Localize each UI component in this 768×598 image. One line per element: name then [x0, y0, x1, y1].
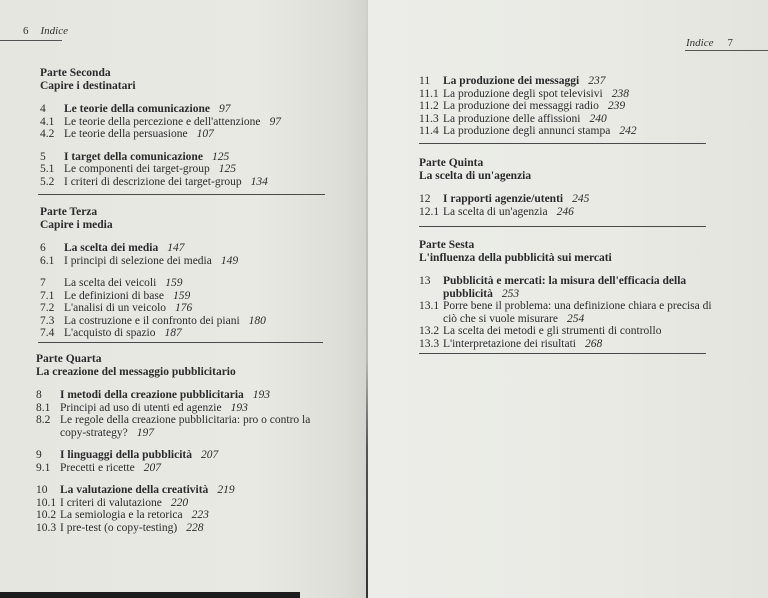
entry-number: 5: [40, 150, 46, 163]
toc-entry[interactable]: [419, 338, 719, 351]
header-rule: [685, 50, 768, 51]
entry-number: 12.1: [419, 205, 440, 218]
section-divider: [419, 353, 706, 354]
running-head-left: [23, 25, 68, 37]
toc-entry[interactable]: [419, 100, 739, 113]
entry-title: La semiologia e la retorica: [60, 509, 183, 521]
entry-number: 7.3: [40, 314, 55, 327]
toc-section-parte-quinta: [419, 157, 739, 218]
toc-entry[interactable]: [419, 125, 739, 138]
entry-title: La produzione degli spot televisivi: [443, 87, 603, 100]
entry-page: 228: [186, 521, 204, 534]
entry-number: 11: [419, 75, 431, 87]
entry-title: I principi di selezione dei media: [64, 254, 212, 267]
entry-page: 187: [164, 327, 182, 339]
toc-entry[interactable]: [40, 255, 340, 268]
entry-title: La costruzione e il confronto dei piani: [64, 314, 240, 327]
entry-number: 8: [36, 389, 42, 401]
toc-entry[interactable]: [40, 290, 340, 303]
entry-title: La scelta dei metodi e gli strumenti di controllo: [443, 325, 662, 337]
entry-page: 125: [211, 150, 230, 163]
entry-title: I linguaggi della pubblicità: [60, 449, 192, 461]
part-title: La scelta di un'agenzia: [419, 170, 532, 182]
entry-number: 4.1: [40, 115, 55, 128]
entry-page: 97: [218, 103, 231, 115]
entry-page: 239: [607, 100, 626, 112]
entry-indent: [419, 313, 443, 326]
entry-indent: [36, 427, 60, 440]
section-divider: [38, 194, 325, 195]
toc-entry[interactable]: [419, 300, 719, 313]
part-label: Parte Sesta: [419, 239, 475, 251]
entry-page: 220: [170, 496, 189, 509]
entry-page: 240: [589, 112, 607, 125]
entry-number: 11.4: [419, 125, 439, 137]
toc-entry[interactable]: [419, 325, 719, 338]
entry-title: L'acquisto di spazio: [64, 327, 156, 339]
entry-page: 197: [136, 426, 154, 439]
entry-title: La valutazione della creatività: [60, 484, 209, 496]
entry-number: 8.1: [36, 401, 51, 414]
entry-number: 11.3: [419, 112, 439, 125]
part-label: Parte Terza: [40, 206, 98, 218]
header-rule: [0, 40, 62, 41]
entry-page: 207: [143, 461, 161, 474]
toc-entry[interactable]: [40, 128, 340, 141]
entry-title: La produzione dei messaggi: [443, 75, 580, 87]
entry-page: 125: [218, 163, 236, 175]
entry-page: 223: [191, 509, 209, 521]
entry-title: I criteri di valutazione: [60, 496, 162, 509]
entry-indent: [419, 288, 443, 301]
entry-page: 193: [252, 389, 271, 401]
entry-title: L'interpretazione dei risultati: [443, 337, 576, 350]
toc-entry[interactable]: [419, 193, 739, 206]
toc-entry-continuation[interactable]: [419, 313, 719, 326]
entry-title: L'analisi di un veicolo: [64, 302, 167, 314]
part-heading: [419, 157, 739, 183]
toc-entry[interactable]: [36, 402, 336, 415]
entry-page: 207: [200, 449, 219, 461]
entry-number: 7.2: [40, 302, 55, 314]
toc-entry[interactable]: [36, 522, 336, 535]
section-divider: [419, 226, 706, 227]
running-head-right: [686, 37, 733, 49]
entry-number: 10: [36, 484, 48, 496]
entry-number: 13.3: [419, 337, 440, 350]
entry-page: 176: [175, 302, 193, 314]
entry-page: 159: [165, 277, 183, 289]
part-title: La creazione del messaggio pubblicitario: [36, 366, 236, 378]
entry-title: copy-strategy?: [60, 426, 128, 439]
entry-number: 13.2: [419, 325, 440, 337]
toc-entry[interactable]: [40, 327, 340, 340]
entry-title: Porre bene il problema: una definizione chiara e precisa di: [443, 300, 712, 312]
entry-title: I rapporti agenzie/utenti: [443, 193, 564, 205]
entry-page: 238: [611, 87, 629, 100]
entry-page: 254: [566, 312, 585, 325]
entry-number: 11.1: [419, 87, 439, 100]
entry-number: 4: [40, 103, 46, 115]
part-title: L'influenza della pubblicità sui mercati: [419, 252, 612, 264]
entry-page: 134: [250, 175, 268, 188]
entry-title: Le teorie della percezione e dell'attenzione: [64, 115, 261, 128]
entry-number: 4.2: [40, 128, 55, 140]
entry-number: 5.2: [40, 175, 55, 188]
entry-title: I criteri di descrizione dei target-group: [64, 175, 242, 188]
entry-page: 107: [196, 128, 214, 140]
entry-title: La produzione delle affissioni: [443, 112, 581, 125]
entry-page: 253: [501, 287, 520, 300]
entry-title: I metodi della creazione pubblicitaria: [60, 389, 244, 401]
entry-title: Le teorie della comunicazione: [64, 103, 210, 115]
entry-page: 159: [172, 289, 191, 302]
toc-entry[interactable]: [40, 277, 340, 290]
running-head-title: Indice: [686, 37, 714, 49]
toc-section-parte-seconda: [40, 67, 340, 188]
toc-entry[interactable]: [419, 275, 719, 288]
entry-number: 13.1: [419, 300, 440, 312]
section-divider: [419, 143, 706, 144]
toc-entry[interactable]: [36, 462, 336, 475]
toc-entry[interactable]: [36, 509, 336, 522]
toc-entry[interactable]: [419, 88, 739, 101]
entry-page: 246: [556, 205, 574, 218]
entry-page: 242: [619, 125, 637, 137]
page-number: 6: [23, 25, 29, 37]
part-heading: [36, 353, 336, 379]
entry-number: 6: [40, 242, 46, 254]
entry-title: Le definizioni di base: [64, 289, 164, 302]
entry-number: 12: [419, 193, 431, 205]
part-title: Capire i media: [40, 219, 113, 231]
toc-entry[interactable]: [36, 449, 336, 462]
running-head-title: Indice: [40, 25, 68, 37]
part-title: Capire i destinatari: [40, 80, 136, 92]
toc-section-parte-terza: [40, 206, 340, 340]
entry-page: 147: [167, 242, 185, 254]
entry-title: Pubblicità e mercati: la misura dell'efficacia della: [443, 275, 687, 287]
entry-number: 13: [419, 275, 431, 287]
part-label: Parte Quarta: [36, 353, 102, 365]
entry-title: La scelta di un'agenzia: [443, 205, 548, 218]
entry-title: pubblicità: [443, 287, 493, 300]
entry-title: I target della comunicazione: [64, 150, 203, 163]
book-spine: [366, 0, 368, 598]
toc-chapter: [40, 277, 340, 340]
section-divider: [38, 342, 323, 343]
toc-section-continued: [419, 75, 739, 138]
entry-number: 7.1: [40, 289, 55, 302]
toc-entry[interactable]: [40, 151, 340, 164]
part-label: Parte Quinta: [419, 157, 484, 169]
toc-chapter: [40, 151, 340, 189]
toc-section-parte-quarta: [36, 353, 336, 534]
entry-title: La scelta dei media: [64, 242, 159, 254]
entry-title: La produzione dei messaggi radio: [443, 100, 599, 112]
entry-page: 97: [269, 115, 281, 128]
entry-number: 5.1: [40, 163, 55, 175]
toc-chapter: [36, 389, 336, 439]
toc-entry[interactable]: [419, 75, 739, 88]
entry-page: 237: [588, 75, 606, 87]
entry-title: I pre-test (o copy-testing): [60, 521, 178, 534]
toc-entry[interactable]: [40, 116, 340, 129]
toc-entry[interactable]: [40, 242, 340, 255]
entry-page: 219: [217, 484, 235, 496]
toc-chapter: [36, 484, 336, 534]
part-label: Parte Seconda: [40, 67, 111, 79]
toc-entry-continuation[interactable]: [36, 427, 336, 440]
toc-entry[interactable]: [36, 484, 336, 497]
toc-entry[interactable]: [419, 113, 739, 126]
toc-chapter: [419, 275, 719, 350]
entry-number: 11.2: [419, 100, 439, 112]
entry-page: 245: [572, 193, 590, 205]
toc-entry[interactable]: [40, 315, 340, 328]
part-heading: [419, 239, 719, 265]
toc-entry[interactable]: [36, 389, 336, 402]
toc-entry[interactable]: [36, 497, 336, 510]
entry-title: Precetti e ricette: [60, 461, 135, 474]
entry-title: La produzione degli annunci stampa: [443, 125, 611, 137]
toc-chapter: [36, 449, 336, 474]
entry-title: Principi ad uso di utenti ed agenzie: [60, 401, 222, 414]
entry-page: 268: [585, 337, 603, 350]
entry-title: Le regole della creazione pubblicitaria: pro o contro la: [60, 414, 311, 426]
toc-section-parte-sesta: [419, 239, 719, 350]
toc-entry-continuation[interactable]: [419, 288, 719, 301]
entry-number: 8.2: [36, 414, 51, 426]
entry-page: 193: [230, 401, 248, 414]
page-number: 7: [727, 37, 733, 49]
part-heading: [40, 67, 340, 93]
entry-title: La scelta dei veicoli: [64, 277, 157, 289]
entry-number: 10.1: [36, 496, 57, 509]
entry-number: 7: [40, 277, 46, 289]
entry-number: 10.3: [36, 521, 57, 534]
part-heading: [40, 206, 340, 232]
entry-title: Le teorie della persuasione: [64, 128, 188, 140]
toc-entry[interactable]: [419, 206, 739, 219]
toc-entry[interactable]: [40, 163, 340, 176]
entry-number: 9.1: [36, 461, 51, 474]
toc-entry[interactable]: [36, 414, 336, 427]
toc-entry[interactable]: [40, 176, 340, 189]
toc-entry[interactable]: [40, 103, 340, 116]
entry-number: 10.2: [36, 509, 57, 521]
toc-chapter: [40, 103, 340, 141]
bottom-shadow: [0, 592, 300, 598]
entry-number: 7.4: [40, 327, 55, 339]
toc-chapter: [40, 242, 340, 267]
toc-chapter: [419, 193, 739, 218]
toc-entry[interactable]: [40, 302, 340, 315]
entry-page: 180: [248, 314, 266, 327]
entry-number: 9: [36, 449, 42, 461]
toc-chapter: [419, 75, 739, 138]
entry-page: 149: [220, 254, 239, 267]
entry-title: Le componenti dei target-group: [64, 163, 210, 175]
entry-title: ciò che si vuole misurare: [443, 312, 558, 325]
entry-number: 6.1: [40, 254, 55, 267]
